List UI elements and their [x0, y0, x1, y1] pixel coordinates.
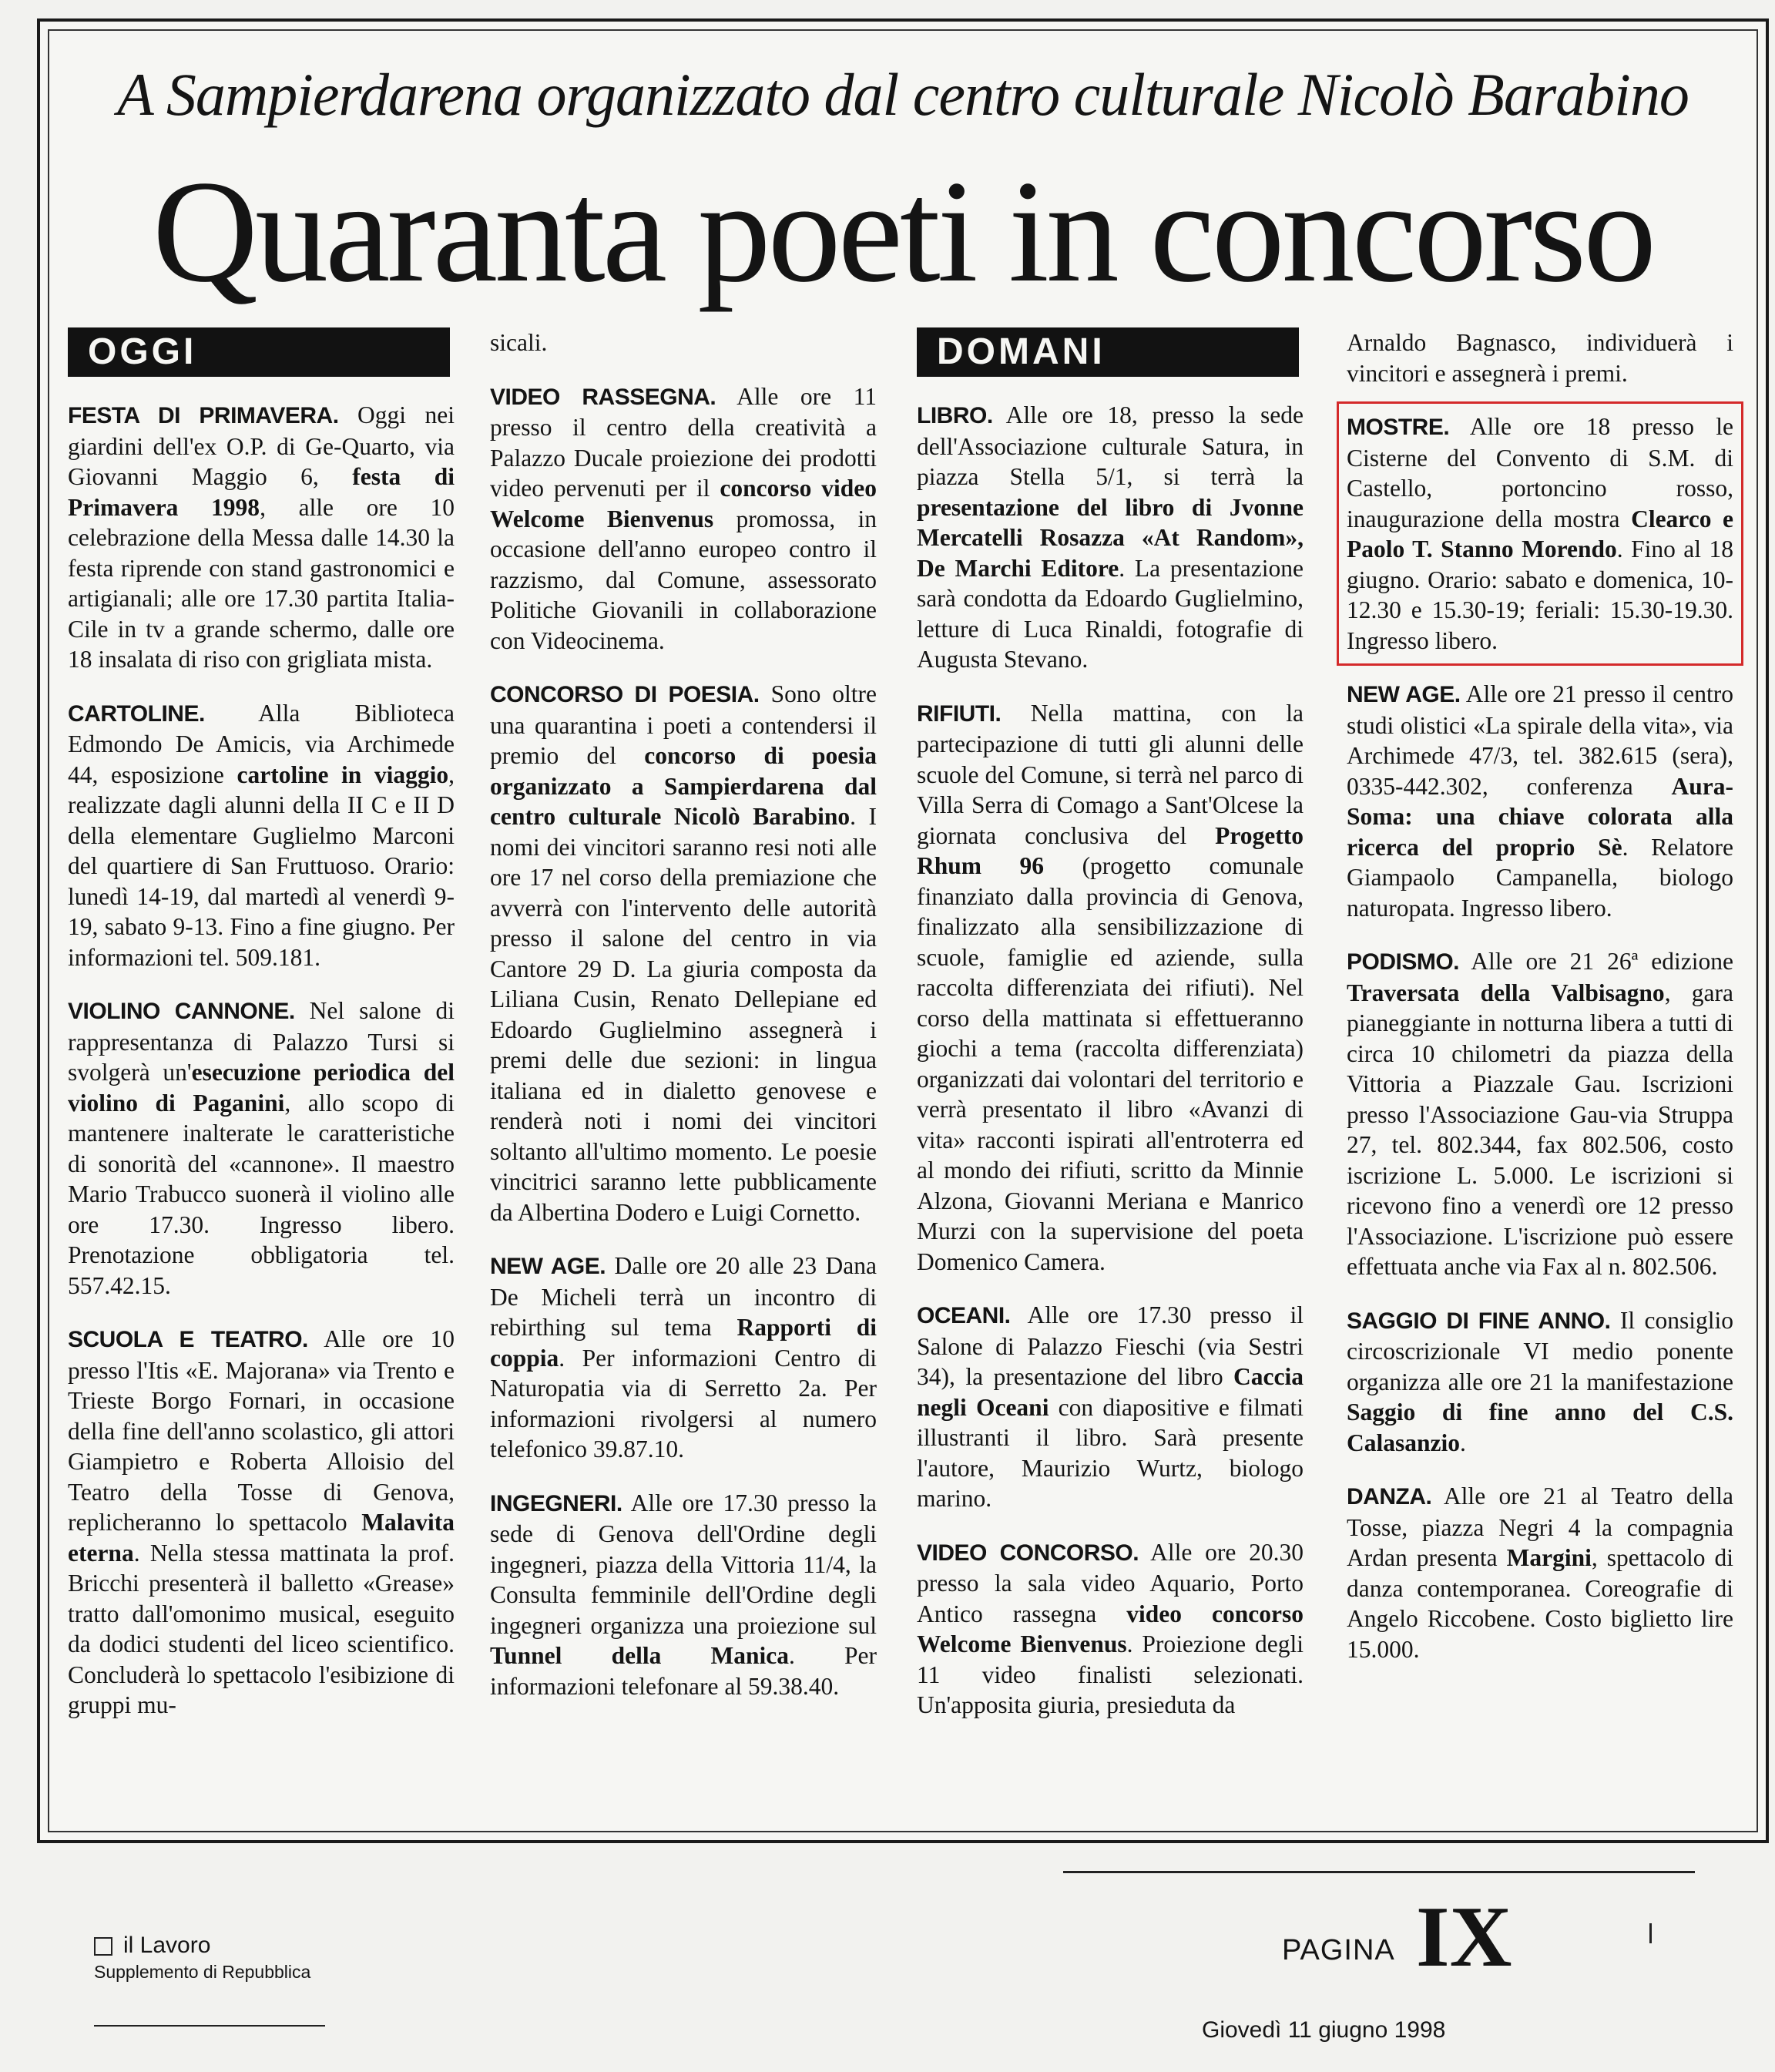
issue-date: Giovedì 11 giugno 1998 — [1202, 2017, 1446, 2043]
event-podismo — [1347, 946, 1733, 1282]
event-text: . Per informazioni telefonare al 59.38.40. — [490, 1642, 877, 1700]
event-new-age — [490, 1251, 877, 1465]
event-label: RIFIUTI. — [917, 700, 1002, 727]
event-danza — [1347, 1481, 1733, 1664]
event-video-concorso — [917, 1537, 1304, 1721]
event-highlight: concorso di poesia organizzato a Sampierdarena dal centro culturale Nicolò Barabino — [490, 742, 877, 830]
event-text: Alle ore 21 presso il centro studi olistici «La spirale della vita», via Archimede 47/3, tel. 382.615 (sera), 0335-442.302, conferenza — [1347, 680, 1733, 800]
event-violino-cannone — [68, 996, 455, 1301]
event-label: PODISMO. — [1347, 949, 1460, 975]
event-text: Oggi nei giardini dell'ex O.P. di Ge-Quarto, via Giovanni Maggio 6, — [68, 401, 455, 490]
event-text: Alle ore 17.30 presso il Salone di Palazzo Fieschi (via Sestri 34), la presentazione del libro — [917, 1301, 1304, 1390]
section-header-domani: DOMANI — [917, 327, 1299, 377]
column-4 — [1347, 327, 1733, 1687]
event-highlight: Aura-Soma: una chiave colorata alla ricerca del proprio Sè — [1347, 772, 1733, 861]
event-text: Il consiglio circoscrizionale VI medio ponente organizza alle ore 21 la manifestazione — [1347, 1306, 1733, 1395]
event-text: Nella mattina, con la partecipazione di tutti gli alunni delle scuole del Comune, si terrà nel parco di Villa Serra di Comago a Sant'Olcese la giornata conclusiva del — [917, 699, 1304, 849]
column-3 — [917, 327, 1304, 1744]
event-text: . Relatore Giampaolo Campanella, biologo naturopata. Ingresso libero. — [1347, 833, 1733, 922]
event-label: LIBRO. — [917, 403, 993, 428]
event-scuola-e-teatro — [68, 1324, 455, 1721]
event-mostre-highlighted — [1347, 411, 1733, 656]
article-kicker: A Sampierdarena organizzato dal centro culturale Nicolò Barabino — [117, 61, 1689, 128]
event-text: Alle ore 17.30 presso la sede di Genova dell'Ordine degli ingegneri, piazza della Vittoria 11/4, la Consulta femminile dell'Ordine degli ingegneri organizza una proiezione sul — [490, 1489, 877, 1639]
event-text: . Proiezione degli 11 video finalisti selezionati. Un'apposita giuria, presieduta da — [917, 1630, 1304, 1718]
page-number: IX — [1416, 1889, 1512, 1985]
section-header-oggi: OGGI — [68, 327, 450, 377]
event-saggio-di-fine-anno — [1347, 1305, 1733, 1459]
event-label: NEW AGE. — [1347, 682, 1461, 707]
footer-divider — [1063, 1871, 1695, 1873]
event-text: , alle ore 10 celebrazione della Messa dalle 14.30 la festa riprende con stand gastronomici e artigianali; alle ore 17.30 partita Italia-Cile in tv a grande schermo, dalle ore 18 insalata di riso con grigliata mista. — [68, 493, 455, 673]
event-new-age — [1347, 679, 1733, 923]
event-label: FESTA DI PRIMAVERA. — [68, 403, 339, 428]
event-text: , allo scopo di mantenere inalterate le caratteristiche di sonorità del «cannone». Il maestro Mario Trabucco suonerà il violino alle ore 17.30. Ingresso libero. Prenotazione obbligatoria tel. 557.42.15. — [68, 1089, 455, 1299]
event-highlight: Rapporti di coppia — [490, 1314, 877, 1372]
event-highlight: Caccia negli Oceani — [917, 1363, 1304, 1421]
event-libro — [917, 400, 1304, 675]
event-label: VIOLINO CANNONE. — [68, 999, 295, 1024]
event-text: Sono oltre una quarantina i poeti a contendersi il premio del — [490, 680, 877, 769]
event-label: OCEANI. — [917, 1303, 1011, 1328]
event-text: . Fino al 18 giugno. Orario: sabato e domenica, 10-12.30 e 15.30-19; feriali: 15.30-19.30. Ingresso libero. — [1347, 536, 1733, 654]
event-text: Alle ore 18 presso le Cisterne del Convento di S.M. di Castello, portoncino rosso, inaugurazione della mostra — [1347, 413, 1733, 532]
event-text: . Nella stessa mattinata la prof. Bricchi presenterà il balletto «Grease» tratto dall'omonimo musical, eseguito da dodici studenti del liceo scientifico. Concluderà lo spettacolo l'esibizione di gruppi mu- — [68, 1539, 455, 1718]
event-text: . I nomi dei vincitori saranno resi noti alle ore 17 nel corso della premiazione che avverrà con l'intervento delle autorità presso il salone del centro in via Cantore 29 D. La giuria composta da Liliana Cusin, Renato Dellepiane ed Edoardo Guglielmino assegnerà i premi delle due sezioni: in lingua italiana ed in dialetto genovese e renderà noti i nomi dei vincitori soltanto all'ultimo momento. Le poesie vincitrici saranno lette pubblicamente da Albertina Dodero e Luigi Cornetto. — [490, 803, 877, 1226]
event-text: Dalle ore 20 alle 23 Dana De Micheli terrà un incontro di rebirthing sul tema — [490, 1252, 877, 1341]
page-label: PAGINA — [1282, 1934, 1395, 1966]
event-highlight: Tunnel della Manica — [490, 1642, 789, 1669]
event-ingegneri — [490, 1488, 877, 1702]
column-1 — [68, 327, 455, 1744]
event-highlight: festa di Primavera 1998 — [68, 463, 455, 521]
event-highlight: Margini — [1506, 1544, 1592, 1571]
event-text: promossa, in occasione dell'anno europeo contro il razzismo, dal Comune, assessorato Politiche Giovanili in collaborazione con Videocinema. — [490, 505, 877, 654]
event-video-rassegna — [490, 381, 877, 657]
margin-tick — [1649, 1923, 1652, 1943]
event-text: . Per informazioni Centro di Naturopatia via di Serretto 2a. Per informazioni rivolgersi al numero telefonico 39.87.10. — [490, 1344, 877, 1462]
event-highlight: Progetto Rhum 96 — [917, 821, 1304, 879]
event-text: . La presentazione sarà condotta da Edoardo Guglielmino, letture di Luca Rinaldi, fotografie di Augusta Stevano. — [917, 554, 1304, 673]
event-label: CARTOLINE. — [68, 700, 205, 727]
column-2 — [490, 327, 877, 1724]
continuation-text: Arnaldo Bagnasco, individuerà i vincitori e assegnerà i premi. — [1347, 329, 1733, 387]
event-text: Alle ore 11 presso il centro della creatività a Palazzo Ducale proiezione dei prodotti video pervenuti per il — [490, 382, 877, 502]
event-text: , gara pianeggiante in notturna libera a tutti di circa 10 chilometri da piazza della Vittoria a Piazzale Gau. Iscrizioni presso l'Associazione Gau-via Struppa 27, tel. 802.344, fax 802.506, costo iscrizione L. 5.000. Le iscrizioni si ricevono fino a venerdì ore 12 presso l'Associazione. L'iscrizione può essere effettuata anche via Fax al n. 802.506. — [1347, 979, 1733, 1280]
event-highlight: Malavita eterna — [68, 1509, 455, 1567]
event-text: , spettacolo di danza contemporanea. Coreografie di Angelo Riccobene. Costo biglietto lire 15.000. — [1347, 1544, 1733, 1663]
event-concorso-di-poesia — [490, 679, 877, 1227]
event-label: SCUOLA E TEATRO. — [68, 1327, 308, 1352]
event-oceani — [917, 1300, 1304, 1514]
event-festa-di-primavera — [68, 400, 455, 675]
event-highlight: video concorso Welcome Bienvenus — [917, 1600, 1304, 1657]
event-highlight: esecuzione periodica del violino di Paganini — [68, 1059, 455, 1117]
publication-subtitle: Supplemento di Repubblica — [94, 1962, 311, 1982]
event-label: CONCORSO DI POESIA. — [490, 682, 760, 707]
event-text: . — [1460, 1429, 1466, 1456]
event-text: Alla Biblioteca Edmondo De Amicis, via Archimede 44, esposizione — [68, 699, 455, 788]
event-cartoline — [68, 698, 455, 973]
event-highlight: Clearco e Paolo T. Stanno Morendo — [1347, 505, 1734, 562]
event-text: , realizzate dagli alunni della II C e II D della elementare Guglielmo Marconi del quartiere di San Fruttuoso. Orario: lunedì 14-19, dal martedì al venerdì 9-19, sabato 9-13. Fino a fine giugno. Per informazioni tel. 509.181. — [68, 761, 455, 971]
event-text: Alle ore 21 26ª edizione — [1459, 948, 1733, 975]
checkbox-square-icon — [94, 1937, 112, 1956]
event-label: INGEGNERI. — [490, 1490, 622, 1516]
event-rifiuti — [917, 698, 1304, 1278]
event-text: Nel salone di rappresentanza di Palazzo Tursi si svolgerà un' — [68, 997, 455, 1086]
event-label: SAGGIO DI FINE ANNO. — [1347, 1308, 1611, 1334]
event-text: con diapositive e filmati illustranti il libro. Sarà presente l'autore, Maurizio Wurtz, biologo marino. — [917, 1393, 1304, 1512]
footer-left-divider — [94, 2025, 325, 2027]
continuation-text: sicali. — [490, 329, 548, 356]
event-highlight: cartoline in viaggio — [237, 761, 449, 788]
event-text: Alle ore 21 al Teatro della Tosse, piazza Negri 4 la compagnia Ardan presenta — [1347, 1483, 1733, 1571]
event-label: VIDEO CONCORSO. — [917, 1540, 1139, 1566]
event-text: Alle ore 18, presso la sede dell'Associazione culturale Satura, in piazza Stella 5/1, si terrà la — [917, 401, 1304, 490]
event-label: DANZA. — [1347, 1484, 1432, 1510]
event-label: MOSTRE. — [1347, 415, 1450, 440]
event-highlight: Traversata della Valbisagno — [1347, 979, 1665, 1006]
event-text: Alle ore 10 presso l'Itis «E. Majorana» via Trento e Trieste Borgo Fornari, in occasione della fine dell'anno scolastico, gli attori Giampietro e Roberta Alloisio del Teatro della Tosse di Genova, replicheranno lo spettacolo — [68, 1325, 455, 1536]
event-highlight: Saggio di fine anno del C.S. Calasanzio — [1347, 1399, 1733, 1456]
event-label: VIDEO RASSEGNA. — [490, 384, 716, 410]
publication-name: il Lavoro — [123, 1933, 211, 1958]
publication-brand — [94, 1933, 210, 1959]
event-text: Alle ore 20.30 presso la sala video Aquario, Porto Antico rassegna — [917, 1538, 1304, 1627]
event-label: NEW AGE. — [490, 1254, 606, 1279]
event-highlight: presentazione del libro di Jvonne Mercatelli Rosazza «At Random», De Marchi Editore — [917, 493, 1304, 582]
article-headline: Quaranta poeti in concorso — [152, 151, 1654, 313]
event-text: (progetto comunale finanziato dalla provincia di Genova, finalizzato alla sensibilizzazione di scuole, famiglie ed aziende, sulla raccolta differenziata dei rifiuti). Nel corso della mattinata si effettueranno giochi a tema (raccolta differenziata) organizzati dai volontari del territorio e verrà presentato il libro «Avanzi di vita» racconti ispirati all'entroterra ed al mondo dei rifiuti, scritto da Minnie Alzona, Giovanni Meriana e Manrico Murzi con la supervisione del poeta Domenico Camera. — [917, 852, 1304, 1275]
event-highlight: concorso video Welcome Bienvenus — [490, 475, 877, 532]
